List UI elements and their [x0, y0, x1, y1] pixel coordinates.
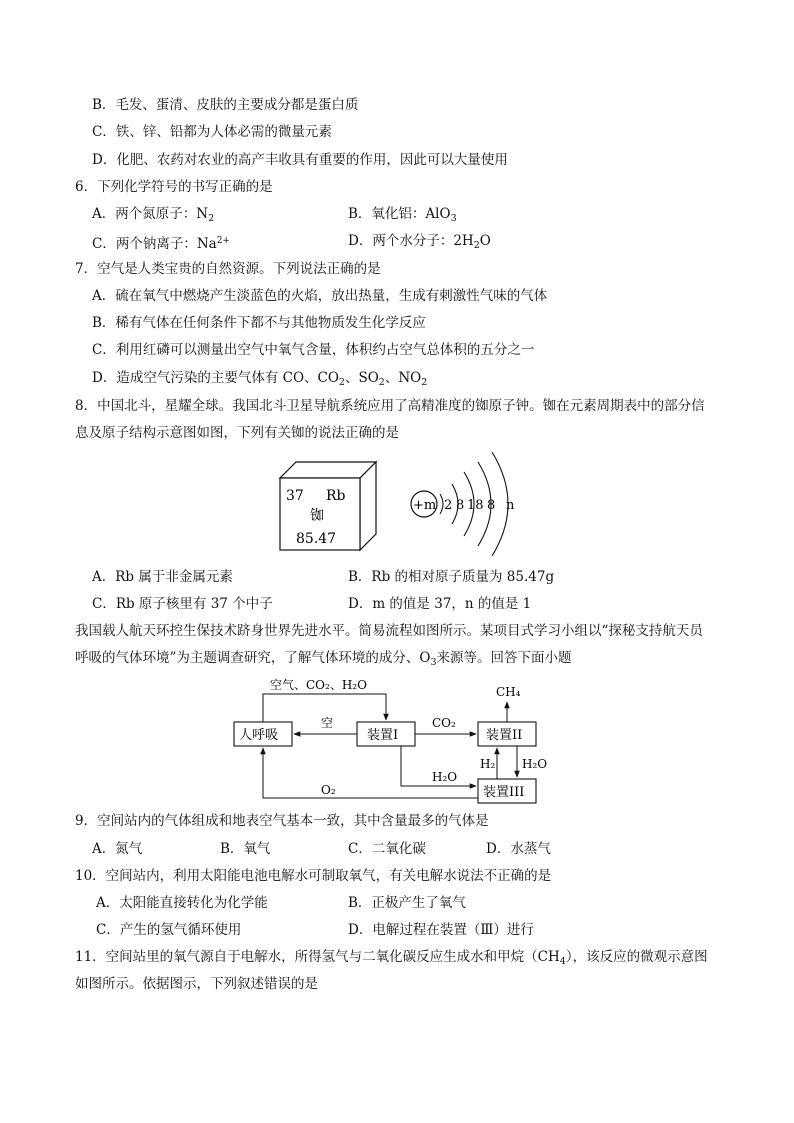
shell-arc-1	[440, 494, 443, 514]
q5-option-d: D．化肥、农药对农业的高产丰收具有重要的作用，因此可以大量使用	[92, 152, 508, 168]
h2o-right-label: H₂O	[522, 757, 548, 771]
atomic-number: 37	[286, 488, 304, 504]
q9-option-d: D．水蒸气	[486, 841, 551, 857]
h2-label: H₂	[480, 757, 496, 771]
shell-count-1: 2	[444, 498, 453, 513]
q9-stem: 9．空间站内的气体组成和地表空气基本一致，其中含量最多的气体是	[75, 813, 489, 829]
air-label: 空	[321, 716, 334, 730]
human-breathing-label: 人呼吸	[239, 728, 279, 743]
q11-stem-line2: 如图所示。依据图示，下列叙述错误的是	[75, 976, 318, 992]
q6-option-a: A．两个氮原子：$N_2$	[92, 206, 215, 224]
q10-stem: 10．空间站内，利用太阳能电池电解水可制取氧气，有关电解水说法不正确的是	[75, 868, 552, 884]
q7-option-a: A．硫在氧气中燃烧产生淡蓝色的火焰，放出热量，生成有刺激性气味的气体	[92, 288, 548, 304]
q9-option-a: A．氮气	[92, 841, 143, 857]
device-2-label: 装置II	[486, 728, 523, 743]
q8-option-d: D．m 的值是 37，n 的值是 1	[348, 596, 532, 612]
q9-option-b: B．氧气	[220, 841, 271, 857]
q10-option-c: C．产生的氢气循环使用	[96, 922, 242, 938]
intro-line1: 我国载人航天环控生保技术跻身世界先进水平。简易流程如图所示。某项目式学习小组以“探秘支持航天员	[75, 623, 703, 639]
intro-line2: 呼吸的气体环境”为主题调查研究，了解气体环境的成分、$O_3$来源等。回答下面小题	[75, 650, 572, 668]
q10-option-a: A．太阳能直接转化为化学能	[96, 895, 268, 911]
q6-option-b: B．氧化铝：AlO$_3$	[348, 206, 457, 224]
life-support-flow-diagram	[226, 674, 556, 808]
q7-stem: 7．空气是人类宝贵的自然资源。下列说法正确的是	[75, 261, 381, 277]
element-name: 铷	[310, 508, 324, 524]
shell-count-2: 8	[456, 498, 465, 513]
q6-option-d: D．两个水分子：$2H_2O$	[348, 233, 491, 251]
q6-option-c: C．两个钠离子：$Na^{2+}$	[92, 236, 230, 252]
q8-option-c: C．Rb 原子核里有 37 个中子	[92, 596, 273, 612]
atom-structure-diagram	[404, 448, 534, 560]
q5-option-c: C．铁、锌、铅都为人体必需的微量元素	[92, 124, 332, 140]
q5-option-b: B．毛发、蛋清、皮肤的主要成分都是蛋白质	[92, 97, 359, 113]
atomic-mass: 85.47	[296, 531, 337, 547]
q8-option-a: A．Rb 属于非金属元素	[92, 569, 233, 585]
q11-stem-line1: 11．空间站里的氧气源自于电解水，所得氢气与二氧化碳反应生成水和甲烷$(CH_4)$，该反应的微观示意图	[75, 949, 708, 967]
q7-option-b: B．稀有气体在任何条件下都不与其他物质发生化学反应	[92, 315, 426, 331]
q8-stem-line2: 息及原子结构示意图如图，下列有关铷的说法正确的是	[75, 425, 399, 441]
shell-count-3: 18	[467, 498, 484, 513]
rubidium-element-cell	[270, 452, 390, 552]
shell-count-5: n	[506, 498, 515, 513]
nucleus-charge: +m	[413, 498, 437, 513]
shell-count-4: 8	[487, 498, 496, 513]
h2o-bottom-label: H₂O	[432, 770, 458, 784]
q10-option-b: B．正极产生了氧气	[348, 895, 466, 911]
q8-option-b: B．Rb 的相对原子质量为 85.47g	[348, 569, 555, 585]
q9-option-c: C．二氧化碳	[348, 841, 426, 857]
ch4-label: CH₄	[496, 685, 521, 699]
top-flow-label: 空气、CO₂、H₂O	[270, 678, 367, 692]
q10-option-d: D．电解过程在装置（Ⅲ）进行	[348, 922, 534, 938]
q8-stem-line1: 8．中国北斗，星耀全球。我国北斗卫星导航系统应用了高精准度的铷原子钟。铷在元素周期表中的部分信	[75, 398, 705, 414]
o2-label: O₂	[321, 783, 336, 797]
device-3-label: 装置III	[483, 785, 525, 800]
q7-option-c: C．利用红磷可以测量出空气中氧气含量，体积约占空气总体积的五分之一	[92, 342, 535, 358]
element-symbol: Rb	[326, 488, 346, 504]
q7-option-d: D．造成空气污染的主要气体有 CO、$CO_2$、$SO_2$、$NO_2$	[92, 370, 428, 388]
q6-stem: 6．下列化学符号的书写正确的是	[75, 179, 273, 195]
device-1-label: 装置I	[367, 728, 399, 743]
co2-label: CO₂	[432, 716, 456, 730]
